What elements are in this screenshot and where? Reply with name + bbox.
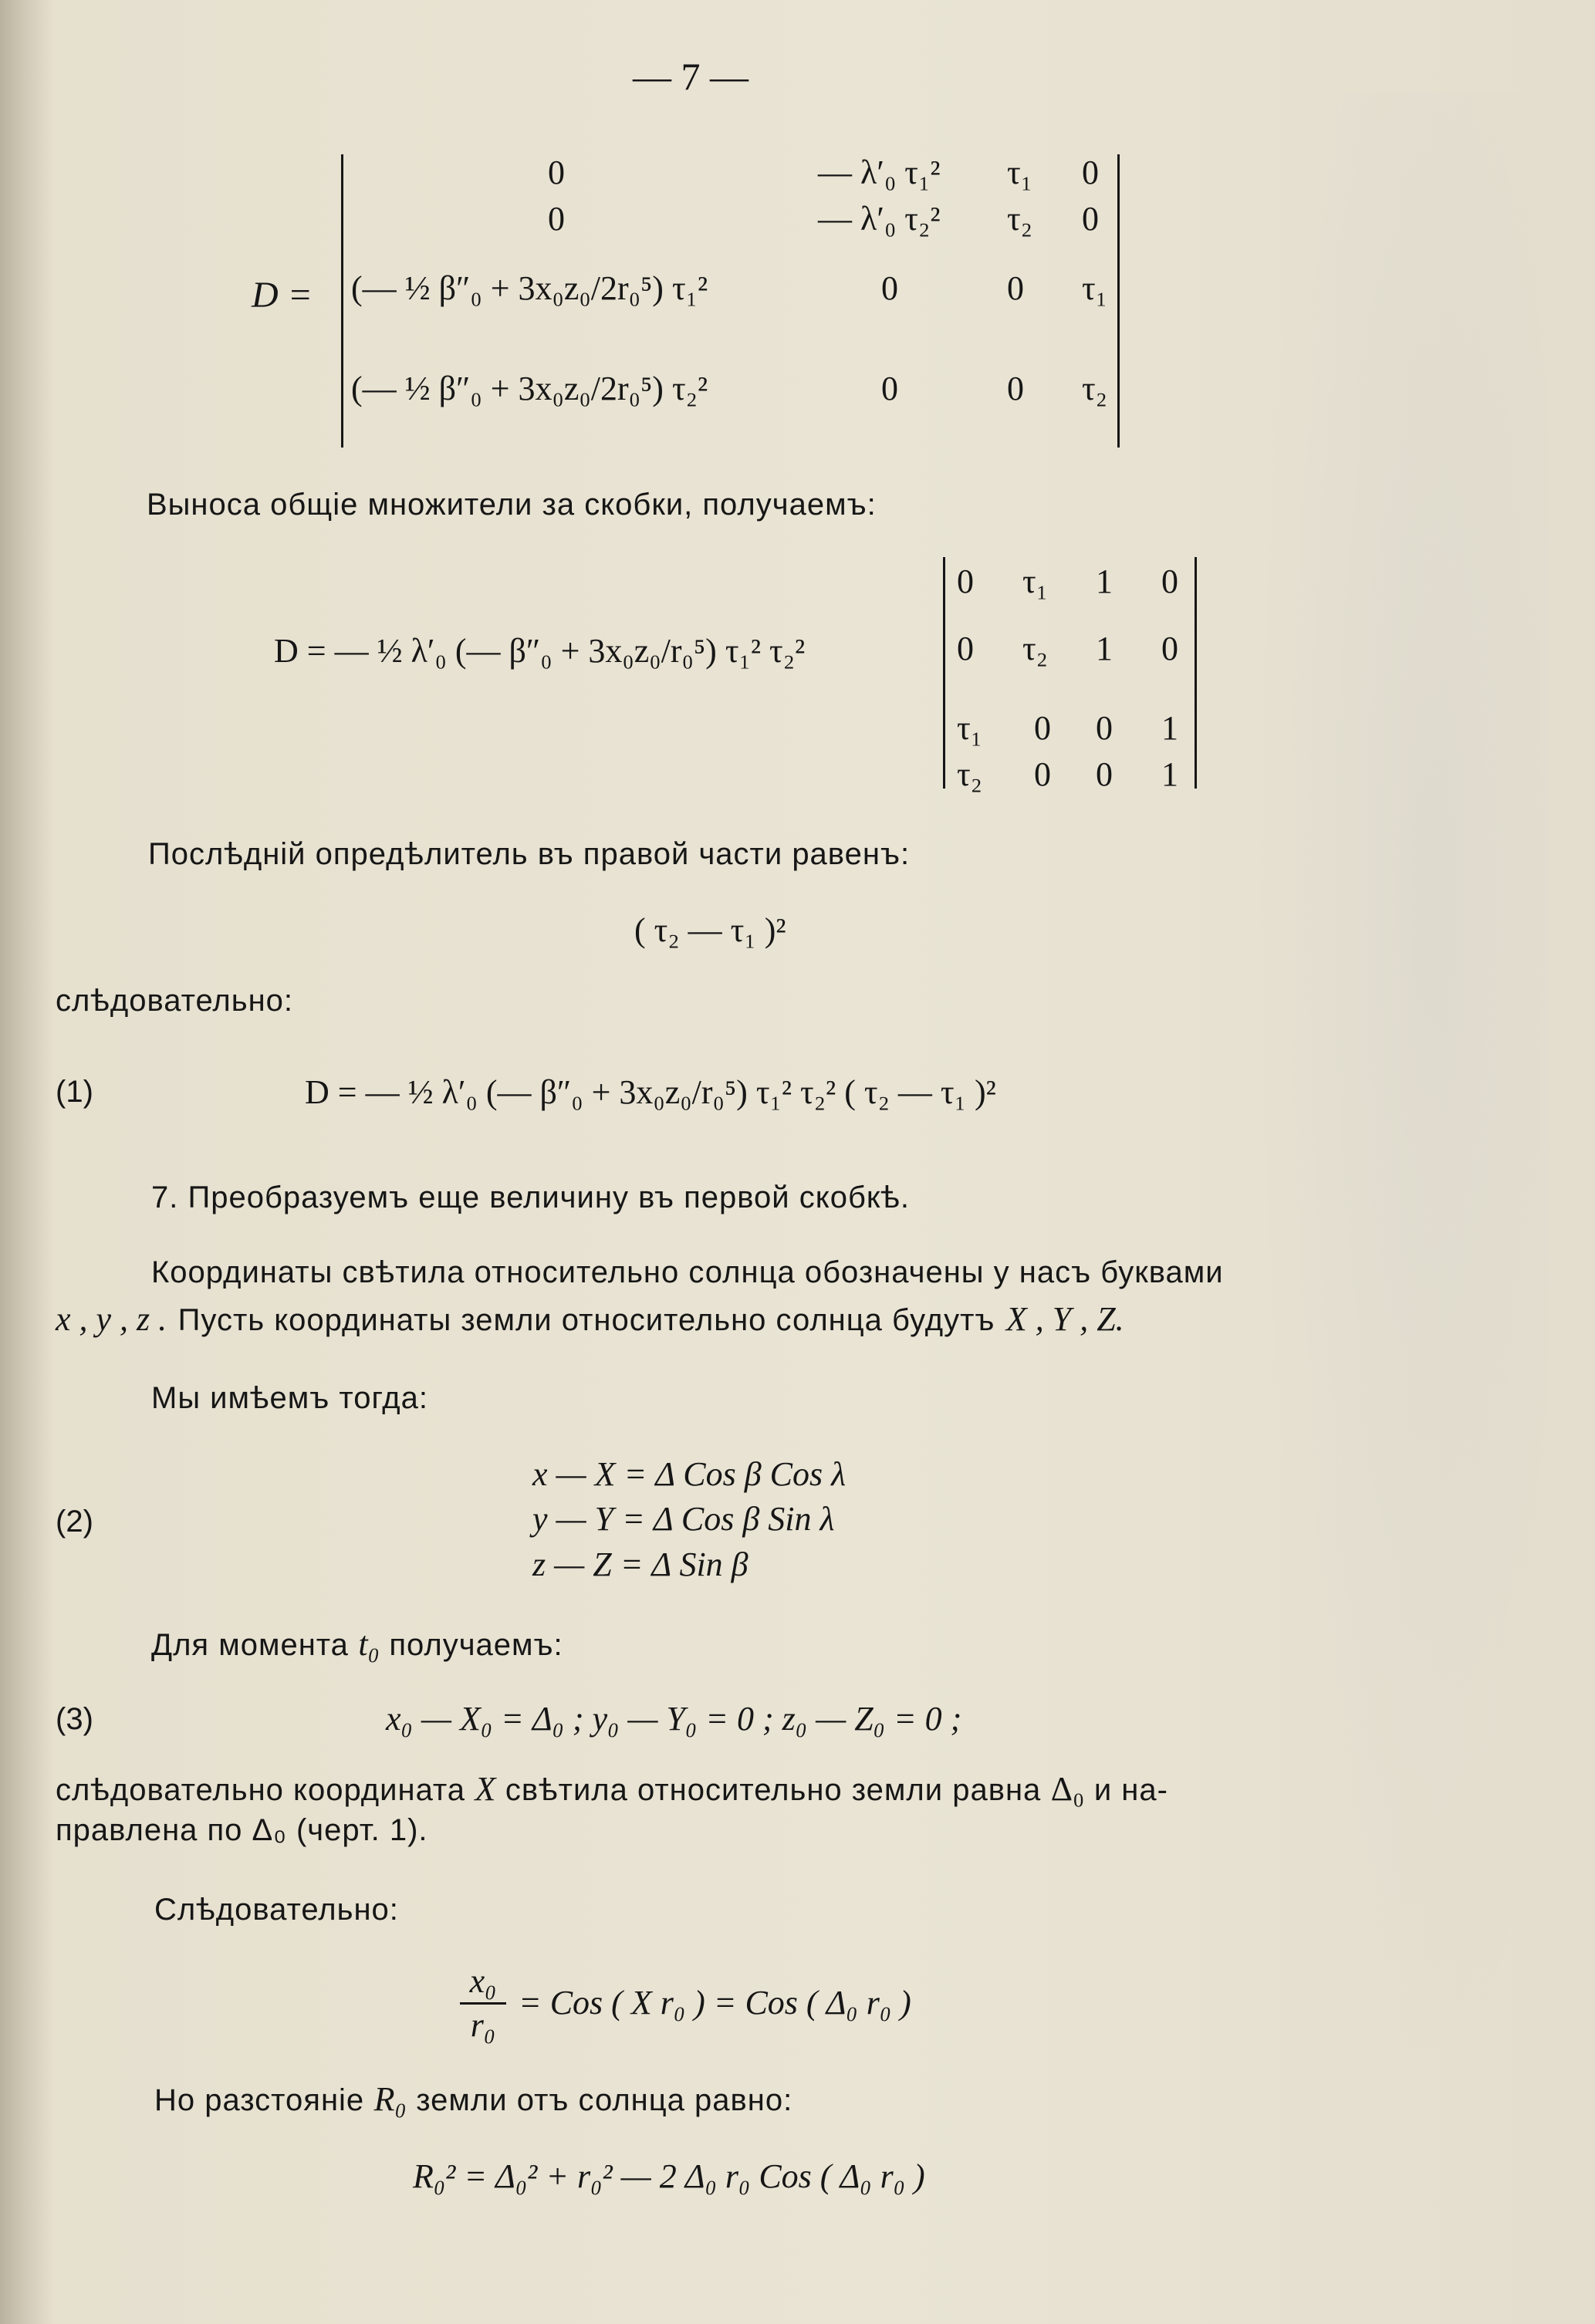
- det1-r1c4: 0: [1082, 154, 1099, 191]
- det2-r4c1: τ₂: [957, 755, 983, 793]
- equation-number-3: (3): [56, 1702, 93, 1736]
- det1-r3-expr: (— ½ β″₀ + 3x₀z₀/2r₀⁵) τ₁²: [351, 269, 708, 307]
- equation-number-1: (1): [56, 1075, 93, 1109]
- det2-r4c3: 0: [1096, 755, 1113, 793]
- det1-r2c3: τ₂: [1007, 200, 1033, 238]
- page-number: — 7 —: [633, 55, 749, 98]
- coordinates-earth-text: Пусть координаты земли относительно солнца будутъ: [177, 1303, 995, 1337]
- section-7-heading: 7. Преобразуемъ еще величину въ первой скобкѣ.: [151, 1181, 910, 1214]
- det1-r3c2: 0: [881, 269, 898, 307]
- eq4-fraction: [460, 1962, 506, 2045]
- for-moment-text: Для момента: [151, 1628, 349, 1662]
- det2-lhs: D = — ½ λ′₀ (— β″₀ + 3x₀z₀/r₀⁵) τ₁² τ₂²: [274, 632, 806, 670]
- det2-r4c4: 1: [1161, 755, 1178, 793]
- det1-r3c4: τ₁: [1082, 269, 1108, 307]
- paragraph-distance: [154, 2079, 792, 2119]
- det2-r3c1: τ₁: [957, 709, 983, 747]
- paragraph-we-have: Мы имѣемъ тогда:: [151, 1381, 429, 1415]
- det1-right-bar: [1117, 154, 1120, 448]
- paragraph-coordinates-line1: Координаты свѣтила относительно солнца обозначены у насъ буквами: [151, 1255, 1224, 1289]
- equation-4-rest: = Cos ( X r₀ ) = Cos ( Δ₀ r₀ ): [519, 1984, 911, 2022]
- p8-text-a: слѣдовательно координата: [56, 1773, 466, 1807]
- det2-r2c3: 1: [1096, 630, 1113, 667]
- det2-r2c4: 0: [1161, 630, 1178, 667]
- equation-2-line-2: y — Y = Δ Cos β Sin λ: [532, 1500, 835, 1538]
- equation-2-line-3: z — Z = Δ Sin β: [532, 1545, 749, 1583]
- det2-r1c2: τ₁: [1022, 562, 1049, 600]
- det2-r3c3: 0: [1096, 709, 1113, 747]
- eq4-fraction-bar: [460, 2002, 506, 2005]
- eq-diff-squared: ( τ₂ — τ₁ )²: [634, 911, 786, 949]
- det1-r1c3: τ₁: [1007, 154, 1033, 191]
- det1-r2c4: 0: [1082, 200, 1099, 238]
- p8-text-e: и на-: [1093, 1773, 1168, 1807]
- det2-r1c1: 0: [957, 562, 974, 600]
- p8-line-2: правлена по Δ₀ (черт. 1).: [56, 1813, 428, 1847]
- equation-1: D = — ½ λ′₀ (— β″₀ + 3x₀z₀/r₀⁵) τ₁² τ₂² ( τ₂ — τ₁ )²: [305, 1073, 996, 1111]
- det2-r2c1: 0: [957, 630, 974, 667]
- p8-text-c: свѣтила относительно земли равна: [505, 1773, 1042, 1807]
- det1-r1c1: 0: [548, 154, 565, 191]
- det2-r1c4: 0: [1161, 562, 1178, 600]
- p10-text-a: Но разстояніе: [154, 2083, 365, 2117]
- vars-XYZ: X , Y , Z.: [1005, 1300, 1124, 1338]
- obtain-text: получаемъ:: [389, 1628, 563, 1662]
- eq4-denominator: r₀: [470, 2006, 496, 2044]
- paragraph-factor-out: Выноса общіе множители за скобки, получаемъ:: [147, 488, 877, 522]
- det2-r2c2: τ₂: [1022, 630, 1049, 667]
- det1-r4c3: 0: [1007, 370, 1024, 407]
- p8-delta0: Δ₀: [1050, 1770, 1085, 1808]
- equation-number-2: (2): [56, 1505, 93, 1539]
- det2-right-bar: [1195, 557, 1197, 789]
- p10-R0: R₀: [373, 2080, 407, 2118]
- paragraph-coordinates-line2: [56, 1299, 1124, 1339]
- equation-5: R₀² = Δ₀² + r₀² — 2 Δ₀ r₀ Cos ( Δ₀ r₀ ): [413, 2157, 925, 2195]
- paragraph-for-moment: [151, 1624, 563, 1664]
- det1-r4c4: τ₂: [1082, 370, 1108, 407]
- eq4-numerator: x₀: [469, 1962, 497, 2000]
- paragraph-last-determinant: Послѣдній опредѣлитель въ правой части равенъ:: [148, 837, 911, 871]
- equation-2-line-1: x — X = Δ Cos β Cos λ: [532, 1455, 846, 1493]
- vars-xyz: x , y , z .: [56, 1300, 167, 1338]
- det2-r3c2: 0: [1034, 709, 1051, 747]
- det2-r1c3: 1: [1096, 562, 1113, 600]
- det1-r3c3: 0: [1007, 269, 1024, 307]
- p10-text-c: земли отъ солнца равно:: [416, 2083, 793, 2117]
- paragraph-coordinate-X: [56, 1769, 1168, 1809]
- det2-left-bar: [943, 557, 945, 789]
- det2-r3c4: 1: [1161, 709, 1178, 747]
- det1-r4-expr: (— ½ β″₀ + 3x₀z₀/2r₀⁵) τ₂²: [351, 370, 708, 407]
- det1-left-bar: [341, 154, 343, 448]
- paragraph-consequently: слѣдовательно:: [56, 984, 294, 1018]
- paragraph-therefore: Слѣдовательно:: [154, 1893, 399, 1927]
- ink-bleed-through: [1255, 93, 1549, 2099]
- p8-X: X: [475, 1770, 496, 1808]
- det1-r2c2: — λ′₀ τ₂²: [818, 200, 941, 238]
- det2-r4c2: 0: [1034, 755, 1051, 793]
- det1-r4c2: 0: [881, 370, 898, 407]
- equation-3: x₀ — X₀ = Δ₀ ; y₀ — Y₀ = 0 ; z₀ — Z₀ = 0 ;: [386, 1700, 962, 1738]
- det1-r2c1: 0: [548, 200, 565, 238]
- det1-r1c2: — λ′₀ τ₁²: [818, 154, 941, 191]
- det1-lhs: D =: [252, 275, 313, 316]
- t0-symbol: t₀: [358, 1625, 380, 1663]
